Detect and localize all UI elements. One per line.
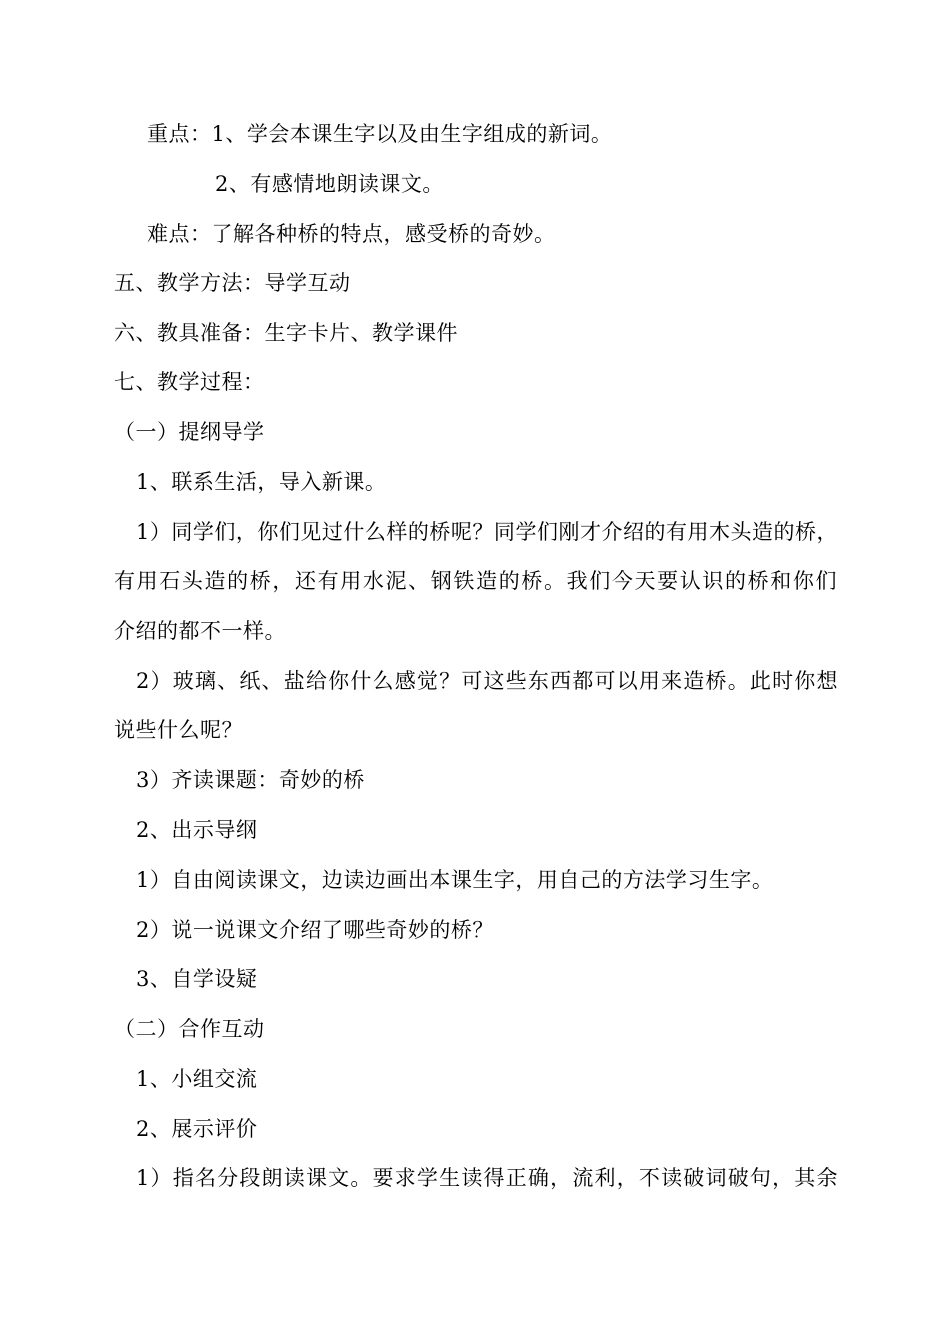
paragraph-line: 说些什么呢？: [114, 718, 243, 742]
paragraph-line: 介绍的都不一样。: [114, 619, 286, 643]
step-read-title: 3）齐读课题：奇妙的桥: [136, 768, 365, 792]
key-point-2: 2、有感情地朗读课文。: [215, 172, 444, 196]
step-show-outline: 2、出示导纲: [136, 818, 258, 842]
step-intro: 1、联系生活，导入新课。: [136, 470, 387, 494]
section-teaching-method: 五、教学方法：导学互动: [114, 271, 351, 295]
step-self-study: 3、自学设疑: [136, 967, 258, 991]
key-point-1: 重点：1、学会本课生字以及由生字组成的新词。: [147, 122, 613, 146]
subsection-outline-guidance: （一）提纲导学: [114, 420, 265, 444]
paragraph-line: 1）同学们，你们见过什么样的桥呢？同学们刚才介绍的有用木头造的桥，: [136, 520, 838, 544]
section-teaching-process: 七、教学过程：: [114, 370, 265, 394]
step-group-exchange: 1、小组交流: [136, 1067, 258, 1091]
paragraph-line: 有用石头造的桥，还有用水泥、钢铁造的桥。我们今天要认识的桥和你们: [114, 569, 837, 593]
step-discuss-bridges: 2）说一说课文介绍了哪些奇妙的桥？: [136, 918, 494, 942]
step-show-evaluate: 2、展示评价: [136, 1117, 258, 1141]
paragraph-line: 1）指名分段朗读课文。要求学生读得正确，流利，不读破词破句，其余: [136, 1166, 838, 1190]
difficult-point: 难点：了解各种桥的特点，感受桥的奇妙。: [147, 222, 556, 246]
section-teaching-aids: 六、教具准备：生字卡片、教学课件: [114, 321, 458, 345]
step-free-reading: 1）自由阅读课文，边读边画出本课生字，用自己的方法学习生字。: [136, 868, 774, 892]
paragraph-line: 2）玻璃、纸、盐给你什么感觉？可这些东西都可以用来造桥。此时你想: [136, 669, 838, 693]
subsection-cooperation: （二）合作互动: [114, 1017, 265, 1041]
